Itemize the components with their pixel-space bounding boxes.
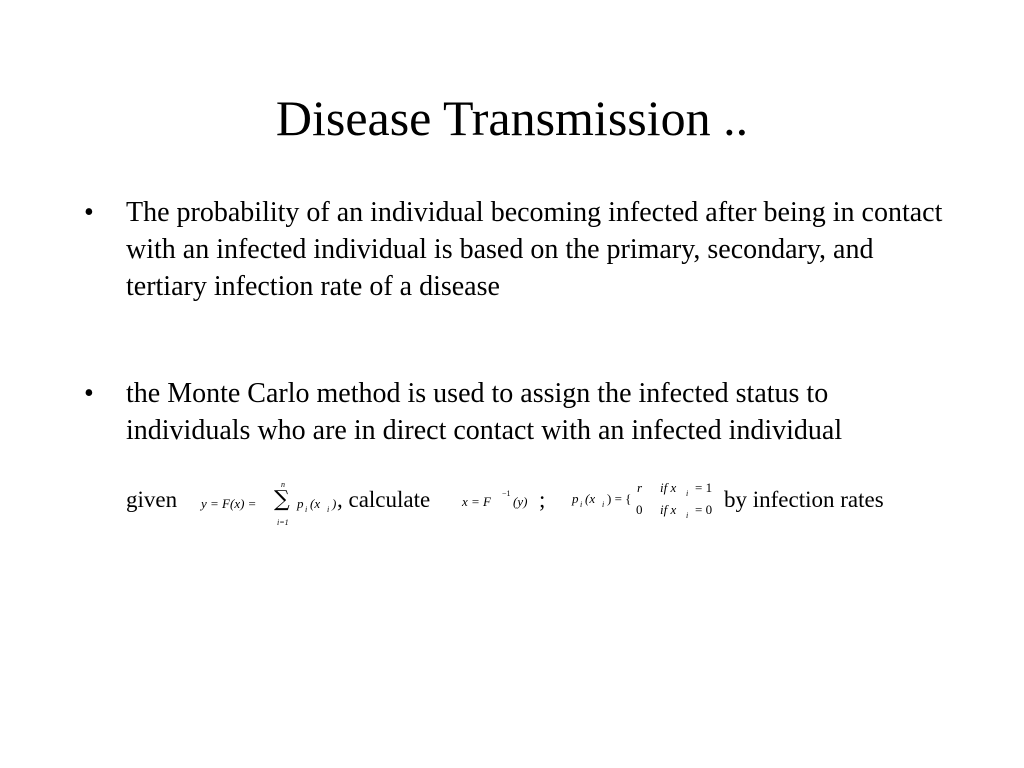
semicolon: ;	[539, 487, 546, 512]
eq3-lhs-arg-sub: i	[602, 500, 605, 509]
slide-title: Disease Transmission ..	[275, 90, 749, 146]
case1-rhs: = 1	[695, 480, 713, 495]
eq2-sup: −1	[502, 489, 511, 498]
given-label: given	[126, 487, 178, 512]
eq2-text-a: x = F	[462, 494, 491, 509]
eq3-lhs-close: ) = {	[607, 491, 632, 506]
eq1-term-close: )	[332, 496, 337, 511]
sum-upper: n	[281, 480, 285, 489]
eq3-lhs-sub: i	[580, 500, 583, 509]
case1-sub: i	[686, 489, 689, 498]
case1-value: r	[637, 480, 643, 495]
eq2-text-b: (y)	[513, 494, 528, 509]
formula-line	[0, 480, 1024, 530]
eq1-term-sub: i	[305, 505, 308, 514]
case2-rhs: = 0	[695, 502, 713, 517]
bullet-marker: •	[84, 378, 94, 409]
eq3-lhs-p: p	[572, 491, 579, 506]
case1-condition: if x	[660, 480, 677, 495]
tail-label: by infection rates	[724, 487, 884, 512]
eq1-lhs: y = F(x) =	[201, 496, 257, 511]
bullet-text: The probability of an individual becoming infected after being in contact with an infected individual is based on the primary, secondary, and tertiary infection rate of a disease	[126, 197, 943, 302]
eq1-term-arg: (x	[310, 496, 321, 511]
case2-value: 0	[636, 502, 643, 517]
bullet-text: the Monte Carlo method is used to assign the infected status to individuals who are in direct contact with an infected individual	[126, 378, 843, 446]
bullet-marker: •	[84, 197, 94, 228]
eq1-term-arg-sub: i	[327, 505, 330, 514]
sum-lower: i=1	[277, 518, 289, 527]
case2-sub: i	[686, 511, 689, 520]
sum-symbol: ∑	[274, 487, 290, 512]
eq1-term: p	[297, 496, 304, 511]
case2-condition: if x	[660, 502, 677, 517]
eq3-lhs-arg: (x	[585, 491, 596, 506]
calculate-label: , calculate	[337, 487, 431, 512]
